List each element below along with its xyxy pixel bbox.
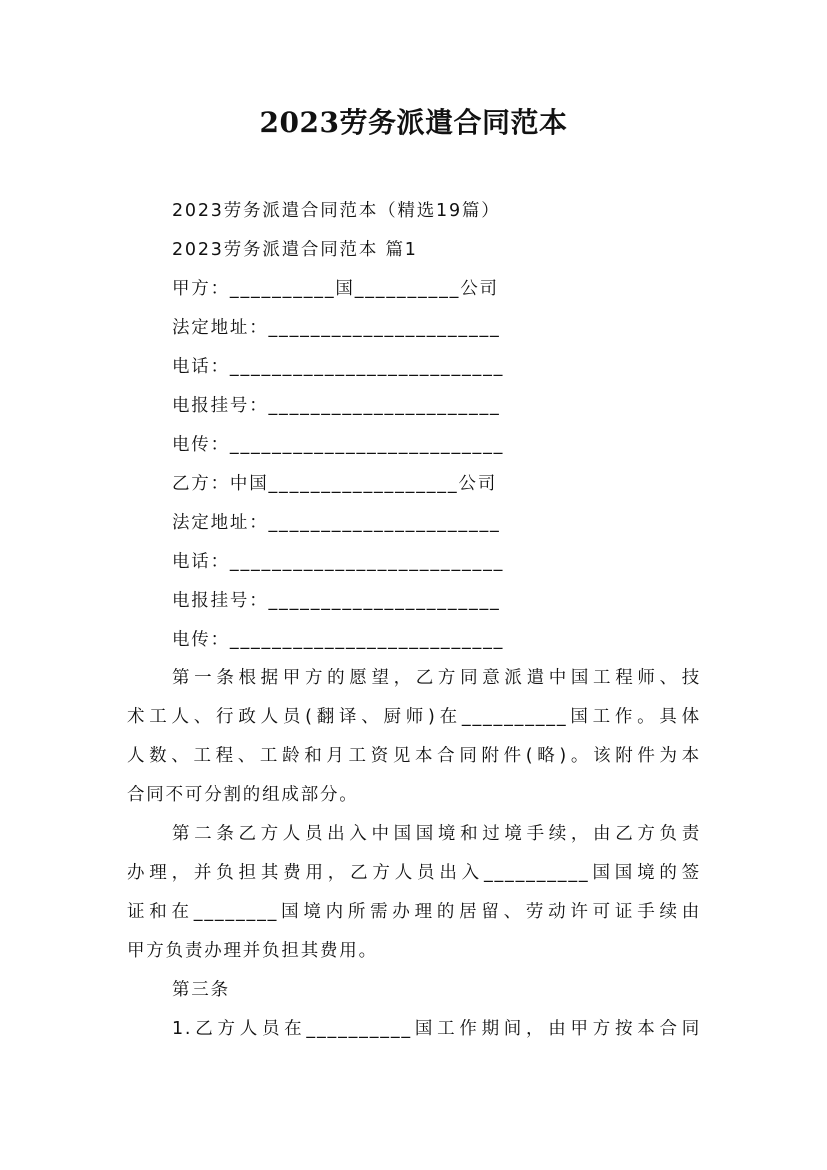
party-a-telegraph-line: 电报挂号：______________________ [172,396,501,416]
document-subtitle: 2023劳务派遣合同范本（精选19篇） [172,201,501,221]
document-title: 2023劳务派遣合同范本 [259,106,568,139]
article-3-item-1: 1.乙方人员在__________国工作期间，由甲方按本合同 [172,1019,701,1039]
party-b-name-line: 乙方：中国__________________公司 [172,474,497,494]
party-a-name-line: 甲方：__________国__________公司 [172,279,499,299]
party-a-phone-line: 电话：__________________________ [172,357,505,377]
article-2-line: 办理，并负担其费用，乙方人员出入__________国国境的签 [127,863,701,883]
party-b-telegraph-line: 电报挂号：______________________ [172,591,501,611]
article-2-line: 证和在________国境内所需办理的居留、劳动许可证手续由 [127,902,701,922]
article-1-line: 人数、工程、工龄和月工资见本合同附件(略)。该附件为本 [127,746,701,766]
party-b-address-line: 法定地址：______________________ [172,513,501,533]
party-b-fax-line: 电传：__________________________ [172,630,505,650]
article-2-line: 甲方负责办理并负担其费用。 [127,941,378,961]
article-1-line: 第一条根据甲方的愿望，乙方同意派遣中国工程师、技 [172,668,701,688]
article-1-line: 术工人、行政人员(翻译、厨师)在__________国工作。具体 [127,707,701,727]
party-a-address-line: 法定地址：______________________ [172,318,501,338]
article-1-line: 合同不可分割的组成部分。 [127,785,359,805]
article-3-heading: 第三条 [172,980,230,1000]
section-heading: 2023劳务派遣合同范本 篇1 [172,240,418,260]
party-a-fax-line: 电传：__________________________ [172,435,505,455]
article-2-line: 第二条乙方人员出入中国国境和过境手续，由乙方负责 [172,824,701,844]
party-b-phone-line: 电话：__________________________ [172,552,505,572]
